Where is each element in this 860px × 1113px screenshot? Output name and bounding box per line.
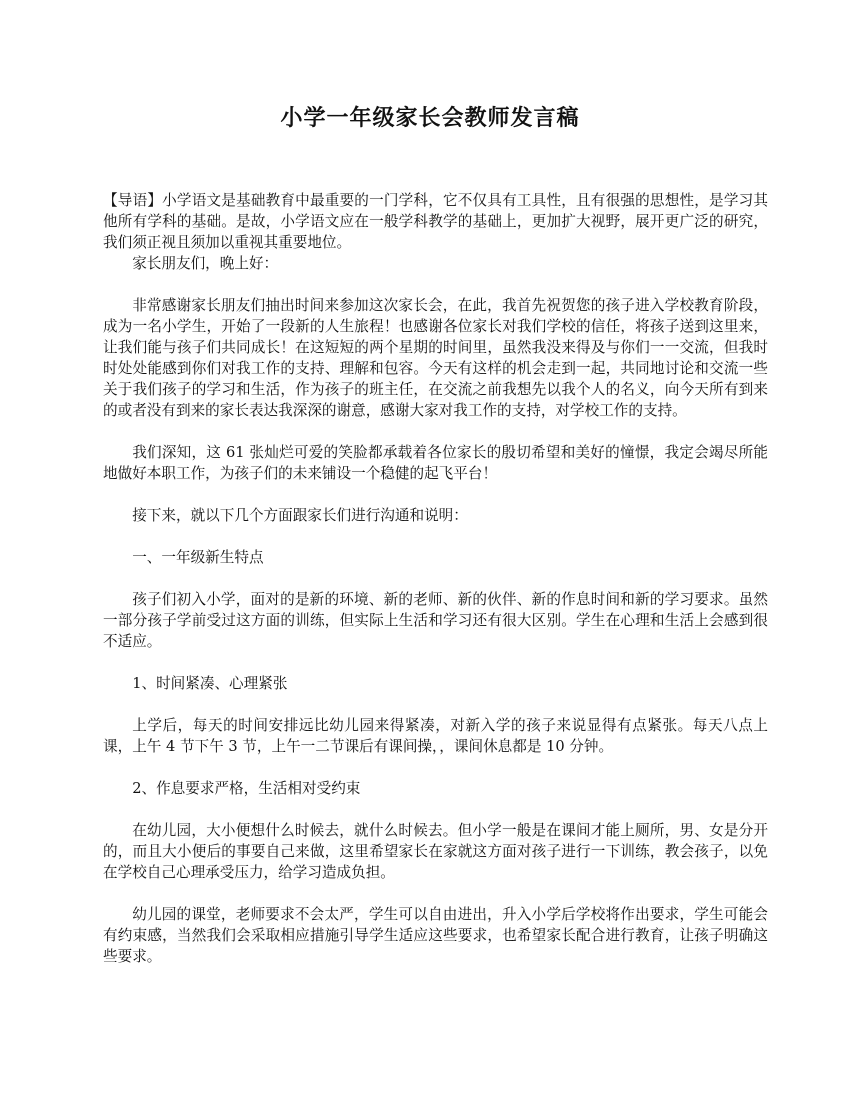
section-1-paragraph: 孩子们初入小学，面对的是新的环境、新的老师、新的伙伴、新的作息时间和新的学习要求。虽然一部分孩子学前受过这方面的训练，但实际上生活和学习还有很大区别。学生在心理和生活上会感到很不适应。 — [103, 591, 768, 650]
subheading-2-paragraph: 在幼儿园，大小便想什么时候去，就什么时候去。但小学一般是在课间才能上厕所，男、女是分开的，而且大小便后的事要自己来做，这里希望家长在家就这方面对孩子进行一下训练，教会孩子，以免在学校自己心理承受压力，给学习造成负担。 — [103, 822, 768, 881]
document-body — [103, 190, 768, 967]
subheading-1-paragraph: 上学后，每天的时间安排远比幼儿园来得紧凑，对新入学的孩子来说显得有点紧张。每天八点上课，上午 4 节下午 3 节，上午一二节课后有课间操，，课间休息都是 10 分钟。 — [103, 717, 768, 755]
subheading-1: 1、时间紧凑、心理紧张 — [132, 675, 288, 692]
thanks-paragraph: 非常感谢家长朋友们抽出时间来参加这次家长会，在此，我首先祝贺您的孩子进入学校教育阶段，成为一名小学生，开始了一段新的人生旅程！也感谢各位家长对我们学校的信任，将孩子送到这里来，让我们能与孩子们共同成长！在这短短的两个星期的时间里，虽然我没来得及与你们一一交流，但我时时处处能感到你们对我工作的支持、理解和包容。今天有这样的机会走到一起，共同地讨论和交流一些关于我们孩子的学习和生活，作为孩子的班主任，在交流之前我想先以我个人的名义，向今天所有到来的或者没有到来的家长表达我深深的谢意，感谢大家对我工作的支持，对学校工作的支持。 — [103, 297, 768, 419]
transition-paragraph: 接下来，就以下几个方面跟家长们进行沟通和说明： — [132, 507, 468, 524]
classroom-paragraph: 幼儿园的课堂，老师要求不会太严，学生可以自由进出，升入小学后学校将作出要求，学生可能会有约束感，当然我们会采取相应措施引导学生适应这些要求，也希望家长配合进行教育，让孩子明确这些要求。 — [103, 906, 768, 965]
intro-paragraph: 【导语】小学语文是基础教育中最重要的一门学科，它不仅具有工具性，且有很强的思想性，是学习其他所有学科的基础。是故，小学语文应在一般学科教学的基础上，更加扩大视野，展开更广泛的研究，我们须正视且须加以重视其重要地位。 — [103, 192, 768, 251]
subheading-2: 2、作息要求严格，生活相对受约束 — [132, 780, 361, 797]
greeting-paragraph: 家长朋友们，晚上好： — [132, 255, 279, 272]
commitment-paragraph: 我们深知，这 61 张灿烂可爱的笑脸都承载着各位家长的殷切希望和美好的憧憬，我定会竭尽所能地做好本职工作，为孩子们的未来铺设一个稳健的起飞平台！ — [103, 444, 768, 482]
section-heading-1: 一、一年级新生特点 — [132, 549, 264, 566]
page-title: 小学一年级家长会教师发言稿 — [280, 105, 580, 131]
